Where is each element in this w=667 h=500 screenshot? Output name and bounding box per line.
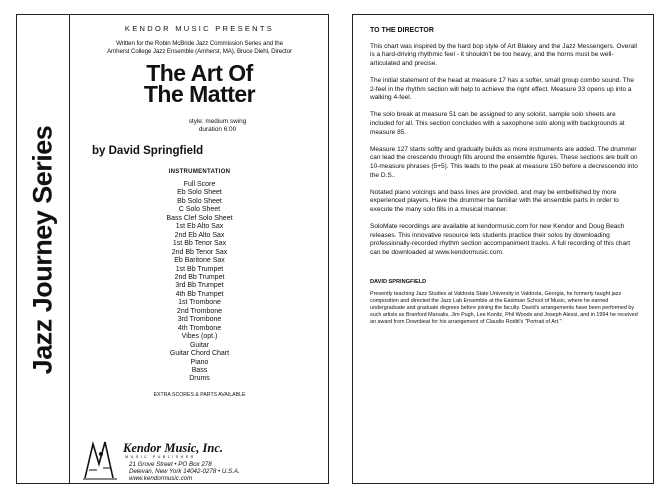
author-heading: DAVID SPRINGFIELD [370,279,427,286]
style-label: style: medium swing [188,118,247,125]
publisher-name: Kendor Music, Inc. [123,441,224,455]
instrument-item: 2nd Bb Trumpet [174,273,225,281]
instrument-item: Guitar [189,341,210,349]
director-notes-heading: TO THE DIRECTOR [370,27,434,34]
instrument-item: 1st Bb Tenor Sax [172,240,227,248]
style-info [69,118,330,134]
instrument-item: Bass [191,366,208,374]
instrumentation-list [69,181,330,384]
address-line-2: Delevan, New York 14042-0278 • U.S.A. [129,468,240,476]
instrument-item: 1st Trombone [178,299,221,307]
commission-credit [69,40,330,56]
notes-paragraph: SoloMate recordings are available at kendormusic.com for new Kendor and Doug Beach releases. This innovative resource lets students practice their solos by downloading professionally-recorded rhythm section accompaniment tracks. A full recording of this chart can be downloaded at www.kendormusic.com. [370,223,631,256]
publisher-tagline: MUSIC PUBLISHER [125,455,196,459]
commission-line-1: Written for the Robin McBride Jazz Commission Series and the [116,40,283,47]
notes-content [353,15,653,326]
address-line-1: 21 Grove Street • PO Box 278 [129,461,212,468]
instrument-item: Guitar Chord Chart [169,350,230,358]
series-title: Jazz Journey Series [27,125,58,375]
instrument-item: 3rd Bb Trumpet [175,282,224,290]
instrument-item: 1st Bb Trumpet [175,265,224,273]
cover-panel [16,14,329,484]
instrument-item: 2nd Bb Tenor Sax [171,248,228,256]
instrument-item: 2nd Eb Alto Sax [174,231,225,239]
kendor-logo [83,440,119,480]
instrument-item: Bb Solo Sheet [177,197,222,205]
presents-line: KENDOR MUSIC PRESENTS [124,24,275,33]
notes-paragraph: This chart was inspired by the hard bop style of Art Blakey and the Jazz Messengers. Overall is a hard-driving rhythmic feel - it shouldn't be too heavy, and the horns must be well-articulated and precise. [370,42,637,67]
notes-paragraph: Measure 127 starts softly and gradually builds as more instruments are added. The drummer can lead the crescendo through fills around the ensemble figures. These sections are built on 10-measure phrases (5+5). This leads to the peak at measure 150 before a decrescendo into the D.S.. [370,145,638,179]
instrument-item: Piano [190,358,209,366]
instrument-item: 2nd Trombone [176,307,223,315]
instrument-item: Vibes (opt.) [181,333,218,341]
duration-label: duration 6:00 [198,126,237,133]
title-line-1: The Art Of [146,60,253,86]
notes-panel [352,14,654,484]
instrument-item: Eb Baritone Sax [174,257,225,265]
publisher-address [129,461,240,483]
publisher-website: www.kendormusic.com [129,475,193,483]
instrumentation-heading: INSTRUMENTATION [168,169,231,175]
notes-paragraph: Notated piano voicings and bass lines are provided, and may be embellished by more experienced players. Have the drummer be familiar with the ensemble parts in order to execute the many solo fills in a musical manner. [370,188,619,213]
instrument-item: Bass Clef Solo Sheet [166,214,233,222]
instrument-item: 1st Eb Alto Sax [175,223,224,231]
instrument-item: Drums [189,375,210,383]
instrument-item: 4th Bb Trumpet [175,290,224,298]
author-bio: Presently teaching Jazz Studies at Valdosta State University in Valdosta, Georgia, he formerly taught jazz composition and directed the Jazz Lab Ensemble at the Eastman School of Music, where he earned undergraduate and graduate degrees before joining the faculty. David's arrangements have been performed by such artists as Branford Marsalis, Jim Pugh, Lee Konitz, Phil Woods and Joseph Alessi, and in 1994 he received an award from Downbeat for his arrangement of Claudio Roditi's "Portrait of Art." [370,291,638,326]
series-band [17,15,70,483]
notes-paragraph: The solo break at measure 51 can be assigned to any soloist, sample solo sheets are included for all. This section concludes with a saxophone solo along with backgrounds at measure 85. [370,111,625,136]
extra-parts-note: EXTRA SCORES & PARTS AVAILABLE [153,391,246,398]
composer-credit: by David Springfield [92,145,204,157]
cover-content [69,15,330,483]
instrument-item: 3rd Trombone [177,316,222,324]
instrument-item: C Solo Sheet [178,206,221,214]
instrument-item: Eb Solo Sheet [177,189,222,197]
publisher-block [83,440,273,490]
instrument-item: 4th Trombone [177,324,222,332]
instrument-item: Full Score [183,181,216,188]
title-line-2: The Matter [143,81,256,107]
notes-paragraph: The initial statement of the head at measure 17 has a softer, small group combo sound. The 2-feel in the rhythm section will help to achieve the right effect. Measure 33 opens up into a walking 4-feel. [370,76,635,102]
piece-title [69,60,330,107]
commission-line-2: Amherst College Jazz Ensemble (Amherst, MA), Bruce Diehl, Director [107,48,292,55]
